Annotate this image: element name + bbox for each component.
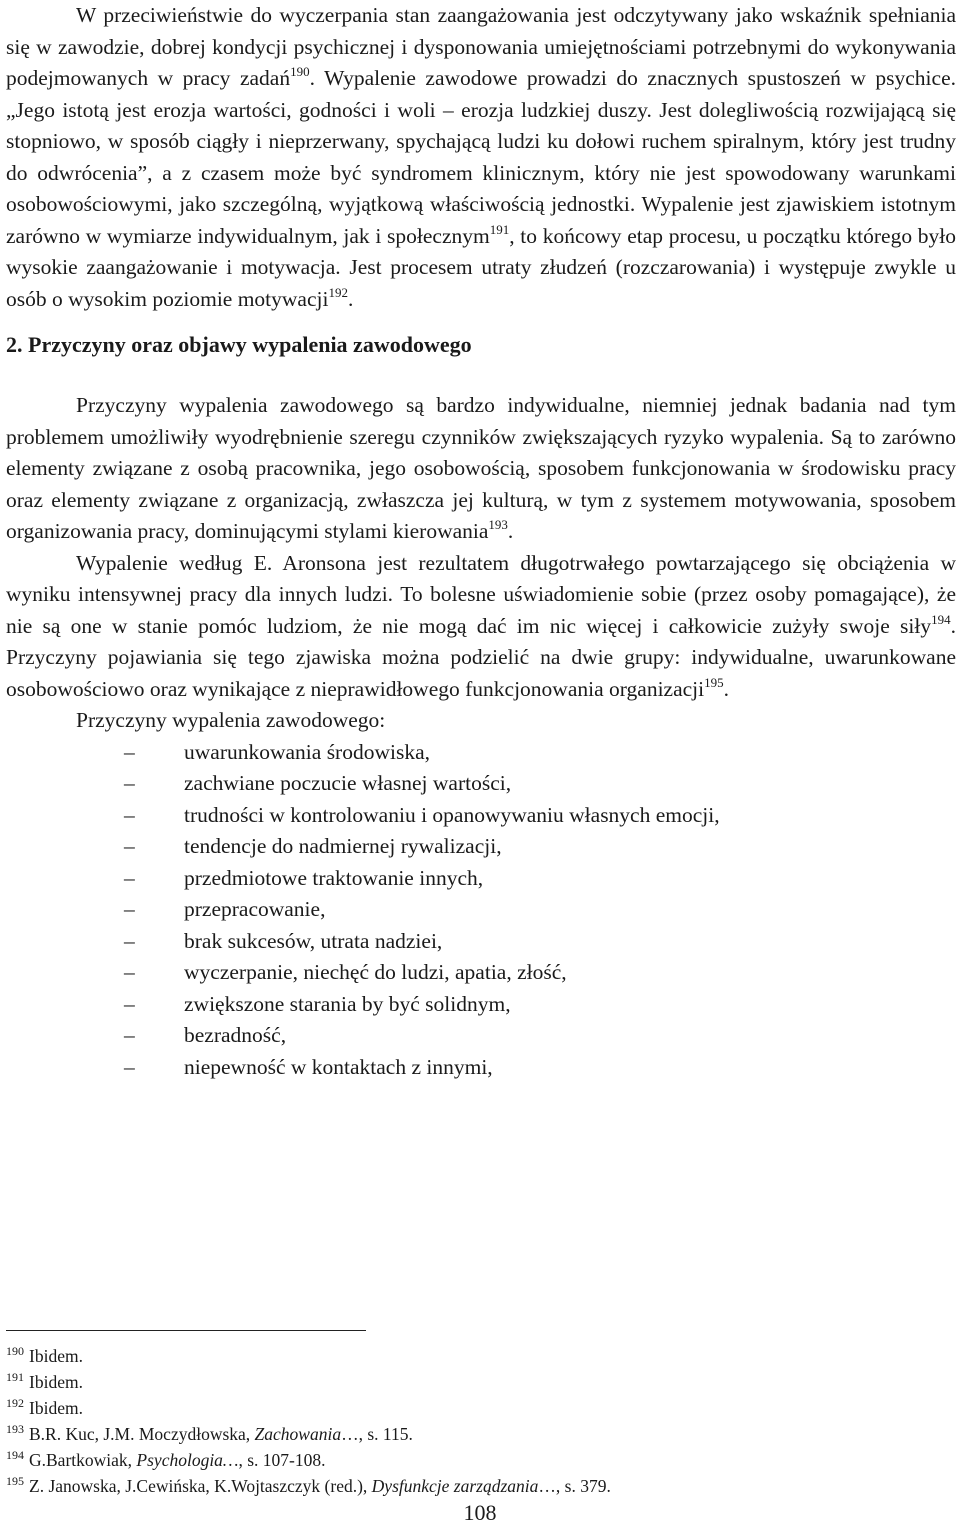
footnote-title: Zachowania [254, 1424, 342, 1444]
footnote-ref-194[interactable]: 194 [931, 611, 951, 627]
causes-list [6, 737, 956, 1084]
list-item-text: przepracowanie, [184, 897, 326, 921]
paragraph-1-text-4: . [347, 286, 354, 311]
list-item-text: bezradność, [184, 1023, 287, 1047]
list-dash: – [124, 1023, 135, 1047]
list-item [124, 800, 956, 832]
list-dash: – [124, 991, 135, 1016]
paragraph-2-text-1: Przyczyny wypalenia zawodowego są bardzo indywidualne, niemniej jednak badania nad tym problemem umożliwiły wyodrębnienie szeregu czynników zwiększających ryzyko wypalenia. Są to zarówno elementy związane z osobą pracownika, jego osobowością, sposobem funkcjonowania w środowisku pracy oraz elementy związane z organizacją, zwłaszcza jej kulturą, w tym z systemem motywowania, sposobem organizowania pracy, dominującymi stylami kierowania [6, 393, 956, 543]
paragraph-3-text-1: Wypalenie według E. Aronsona jest rezultatem długotrwałego powtarzającego się obciążenia w wyniku intensywnej pracy dla innych ludzi. To bolesne uświadomienie sobie (przez osoby pomagające), że nie są one w stanie pomóc ludziom, że nie mogą dać im nic więcej i całkowicie zużyły swoje siły [6, 550, 956, 638]
paragraph-3-text-2: . Przyczyny pojawiania się tego zjawiska można podzielić na dwie grupy: indywidualne, uwarunkowane osobowościowo oraz wynikające z nieprawidłowego funkcjonowania organizacji [6, 613, 956, 701]
footnote-text: G.Bartkowiak, [29, 1450, 137, 1470]
footnote-number: 195 [6, 1474, 24, 1488]
list-dash: – [124, 739, 135, 764]
footnote-195 [6, 1473, 946, 1499]
list-item-text: zwiększone starania by być solidnym, [184, 991, 511, 1016]
list-item [124, 863, 956, 895]
list-item [124, 957, 956, 989]
list-item [124, 926, 956, 958]
page-number: 108 [463, 1500, 497, 1525]
list-dash: – [124, 960, 135, 984]
footnote-ref-192[interactable]: 192 [328, 284, 348, 300]
list-dash: – [124, 771, 135, 795]
footnote-193 [6, 1421, 946, 1447]
paragraph-1-text-1: W przeciwieństwie do wyczerpania stan zaangażowania jest odczytywany jako wskaźnik spełniania się w zawodzie, dobrej kondycji psychicznej i dysponowania umiejętnościami potrzebnymi do wykonywania podejmowanych w pracy zadań [6, 3, 956, 90]
footnote-number: 192 [6, 1396, 24, 1410]
footnote-separator [6, 1330, 366, 1331]
list-item [124, 1052, 956, 1084]
footnote-pages: , s. 107-108. [238, 1450, 326, 1470]
footnote-number: 191 [6, 1370, 24, 1384]
footnote-pages: …, s. 115. [341, 1424, 413, 1444]
footnote-text: Ibidem. [29, 1398, 83, 1418]
list-item-text: przedmiotowe traktowanie innych, [184, 865, 484, 890]
paragraph-1-text-3: , to końcowy etap procesu, u początku którego było wysokie zaangażowanie i motywacja. Jest procesem utraty złudzeń (rozczarowania) i występuje zwykle u osób o wysokim poziomie motywacji [6, 223, 956, 311]
document-page [6, 0, 956, 1083]
footnote-text: Ibidem. [29, 1346, 83, 1366]
footnote-text: Ibidem. [29, 1372, 83, 1392]
footnote-number: 190 [6, 1344, 24, 1358]
list-item-text: uwarunkowania środowiska, [184, 739, 431, 764]
list-dash: – [124, 802, 135, 827]
footnote-191 [6, 1369, 946, 1395]
footnote-pages: …, s. 379. [538, 1476, 611, 1496]
footnote-text: B.R. Kuc, J.M. Moczydłowska, [29, 1424, 255, 1444]
spacer [6, 360, 956, 390]
footnote-ref-190[interactable]: 190 [290, 64, 310, 79]
list-item [124, 831, 956, 863]
list-item [124, 768, 956, 800]
footnote-192 [6, 1395, 946, 1421]
list-dash: – [124, 865, 135, 890]
list-dash: – [124, 897, 135, 921]
footnote-194 [6, 1447, 946, 1473]
list-dash: – [124, 1054, 135, 1079]
list-item-text: trudności w kontrolowaniu i opanowywaniu własnych emocji, [184, 802, 720, 827]
footnote-number: 193 [6, 1422, 24, 1436]
list-item-text: niepewność w kontaktach z innymi, [184, 1054, 493, 1079]
list-item [124, 1020, 956, 1052]
list-item-text: brak sukcesów, utrata nadziei, [184, 928, 443, 953]
footnotes [6, 1343, 946, 1499]
list-item-text: zachwiane poczucie własnej wartości, [184, 771, 512, 795]
footnote-number: 194 [6, 1448, 24, 1462]
footnote-title: Psychologia… [136, 1450, 239, 1470]
list-dash: – [124, 834, 135, 858]
paragraph-2 [6, 390, 956, 548]
footnote-ref-193[interactable]: 193 [488, 517, 508, 532]
footnote-text: Z. Janowska, J.Cewińska, K.Wojtaszczyk (red.), [29, 1476, 372, 1496]
paragraph-1 [6, 0, 956, 315]
list-item [124, 989, 956, 1021]
list-item [124, 894, 956, 926]
list-item-text: tendencje do nadmiernej rywalizacji, [184, 834, 502, 858]
list-dash: – [124, 928, 135, 953]
footnote-title: Dysfunkcje zarządzania [371, 1476, 539, 1496]
section-heading: 2. Przyczyny oraz objawy wypalenia zawodowego [6, 332, 472, 357]
list-intro: Przyczyny wypalenia zawodowego: [76, 708, 386, 732]
list-item-text: wyczerpanie, niechęć do ludzi, apatia, złość, [184, 960, 567, 984]
paragraph-3-text-3: . [723, 676, 729, 701]
paragraph-2-text-2: . [507, 519, 514, 543]
paragraph-3 [6, 548, 956, 706]
footnote-ref-195[interactable]: 195 [704, 674, 724, 690]
footnote-ref-191[interactable]: 191 [489, 221, 510, 237]
list-item [124, 737, 956, 769]
paragraph-1-text-2: . Wypalenie zawodowe prowadzi do znacznych spustoszeń w psychice. „Jego istotą jest erozja wartości, godności i woli – erozja ludzkiej duszy. Jest dolegliwością rozwijającą się stopniowo, w sposób ciągły i nieprzerwany, spychającą ludzi ku dołowi ruchem spiralnym, który jest trudny do odwrócenia”, a z czasem może być syndromem klinicznym, który nie jest spowodowany warunkami osobowościowymi, jako szczególną, wyjątkową właściwością jednostki. Wypalenie jest zjawiskiem istotnym zarówno w wymiarze indywidualnym, jak i społecznym [6, 66, 956, 248]
footnote-190 [6, 1343, 946, 1369]
